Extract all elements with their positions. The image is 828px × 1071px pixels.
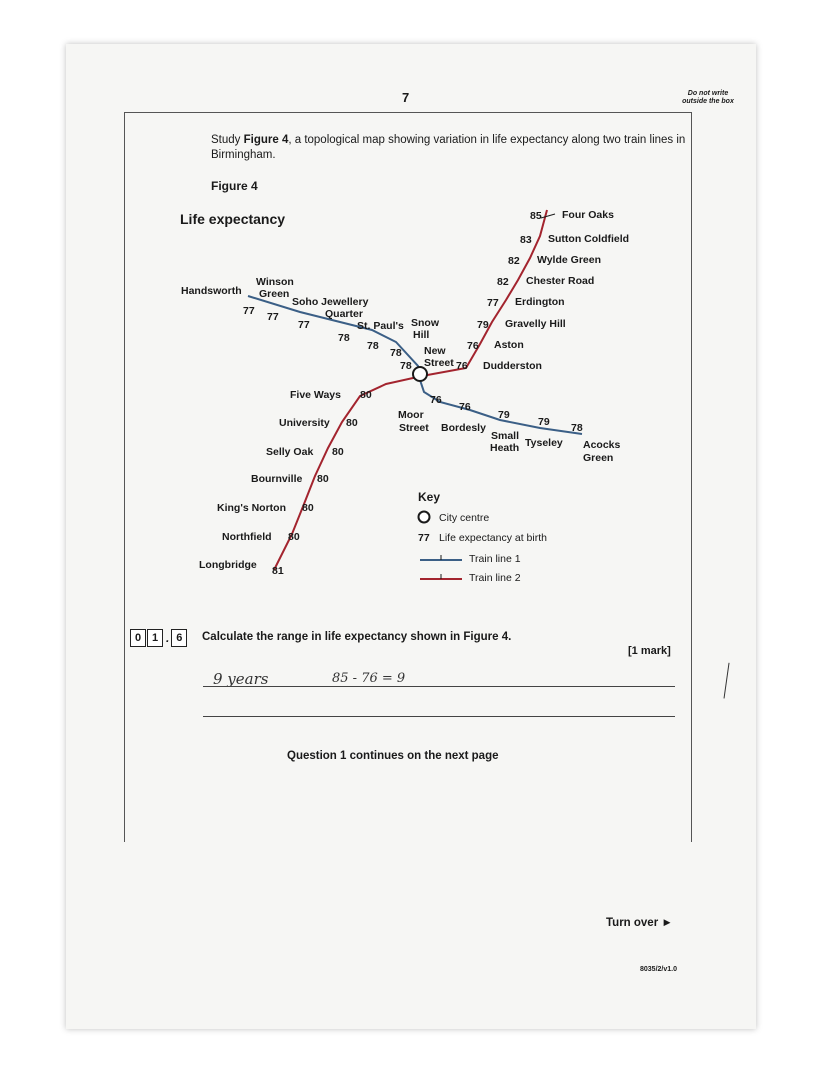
- question-suffix: .: [508, 631, 512, 643]
- value-gravelly-hill: 79: [477, 319, 489, 331]
- question-digit-1: 0: [130, 629, 146, 647]
- question-digit-3: 6: [171, 629, 187, 647]
- station-moor-street-2: Street: [399, 422, 429, 434]
- station-soho-2: Quarter: [325, 308, 363, 320]
- handwritten-working: 85 - 76 = 9: [332, 671, 406, 686]
- value-five-ways: 80: [360, 389, 372, 401]
- station-dudderston: Dudderston: [483, 360, 542, 372]
- station-gravelly-hill: Gravelly Hill: [505, 318, 566, 330]
- value-snow-hill: 78: [367, 340, 379, 352]
- station-chester-road: Chester Road: [526, 275, 595, 287]
- station-new-street-2: Street: [424, 357, 454, 369]
- tick-four-oaks: [541, 214, 555, 218]
- value-university: 80: [346, 417, 358, 429]
- station-winson-green-2: Green: [259, 288, 290, 300]
- station-small-heath-2: Heath: [490, 442, 520, 454]
- station-selly-oak: Selly Oak: [266, 446, 314, 458]
- key-city-centre: City centre: [439, 512, 490, 524]
- mark-allocation: [1 mark]: [628, 645, 671, 657]
- question-digit-2: 1: [147, 629, 163, 647]
- value-tyseley: 79: [538, 416, 550, 428]
- key-line-2: Train line 2: [469, 572, 521, 584]
- continues-note: Question 1 continues on the next page: [287, 750, 499, 762]
- value-aston: 76: [467, 340, 479, 352]
- station-small-heath-1: Small: [491, 430, 520, 442]
- station-five-ways: Five Ways: [290, 389, 341, 401]
- station-acocks-green-2: Green: [583, 452, 614, 464]
- station-st-pauls: St. Paul's: [357, 320, 404, 332]
- key-city-centre-symbol: [419, 512, 430, 523]
- map-title: Life expectancy: [180, 211, 286, 227]
- question-figure-ref: Figure 4: [463, 631, 509, 643]
- answer-line-2[interactable]: [203, 716, 675, 717]
- figure-label: Figure 4: [211, 179, 258, 193]
- value-longbridge: 81: [272, 565, 284, 577]
- station-northfield: Northfield: [222, 531, 272, 543]
- station-moor-street-1: Moor: [398, 409, 424, 421]
- page-number: 7: [402, 90, 410, 105]
- station-wylde-green: Wylde Green: [537, 254, 601, 266]
- value-st-pauls: 78: [338, 332, 350, 344]
- question-text: [202, 631, 511, 643]
- paper-code: 8035/2/v1.0: [640, 966, 677, 973]
- station-new-street-1: New: [424, 345, 446, 357]
- value-selly-oak: 80: [332, 446, 344, 458]
- value-soho: 77: [298, 319, 310, 331]
- station-soho-1: Soho Jewellery: [292, 296, 369, 308]
- value-moor-street: 76: [430, 394, 442, 406]
- intro-prefix: Study: [211, 134, 244, 146]
- value-small-heath: 79: [498, 409, 510, 421]
- key-life-expectancy: Life expectancy at birth: [439, 532, 547, 544]
- station-kings-norton: King's Norton: [217, 502, 286, 514]
- station-handsworth: Handsworth: [181, 285, 242, 297]
- value-bordesly: 76: [459, 401, 471, 413]
- value-bournville: 80: [317, 473, 329, 485]
- value-acocks-green: 78: [571, 422, 583, 434]
- station-longbridge: Longbridge: [199, 559, 257, 571]
- answer-line-1[interactable]: [203, 686, 675, 687]
- value-four-oaks: 85: [530, 210, 542, 222]
- question-dot: .: [166, 631, 170, 645]
- station-sutton-coldfield: Sutton Coldfield: [548, 233, 630, 245]
- turn-over: Turn over ►: [606, 917, 673, 929]
- key-line-1: Train line 1: [469, 553, 521, 565]
- key-title: Key: [418, 490, 441, 504]
- station-winson-green-1: Winson: [256, 276, 294, 288]
- value-erdington: 77: [487, 297, 499, 309]
- city-centre-marker: [413, 367, 427, 381]
- intro-rest: , a topological map showing variation in life expectancy along two train lines in Birmingham.: [211, 134, 686, 161]
- station-acocks-green-1: Acocks: [583, 439, 621, 451]
- station-four-oaks: Four Oaks: [562, 209, 614, 221]
- question-prefix: Calculate the range in life expectancy shown in: [202, 631, 464, 643]
- margin-note: Do not write outside the box: [682, 90, 734, 105]
- value-chester-road: 82: [497, 276, 509, 288]
- handwritten-answer: 9 years: [213, 670, 269, 688]
- station-university: University: [279, 417, 330, 429]
- value-new-street-a: 78: [390, 347, 402, 359]
- station-snow-hill-1: Snow: [411, 317, 439, 329]
- value-sutton-coldfield: 83: [520, 234, 532, 246]
- value-winson-green: 77: [267, 311, 279, 323]
- key-example-value: 77: [418, 532, 430, 544]
- station-bournville: Bournville: [251, 473, 303, 485]
- value-new-street: 78: [400, 360, 412, 372]
- station-aston: Aston: [494, 339, 524, 351]
- value-wylde-green: 82: [508, 255, 520, 267]
- value-kings-norton: 80: [302, 502, 314, 514]
- value-northfield: 80: [288, 531, 300, 543]
- station-bordesly: Bordesly: [441, 422, 486, 434]
- intro-figure-ref: Figure 4: [243, 134, 289, 146]
- station-erdington: Erdington: [515, 296, 565, 308]
- station-tyseley: Tyseley: [525, 437, 563, 449]
- map-key: [418, 490, 547, 584]
- value-dudderston: 76: [456, 360, 468, 372]
- station-snow-hill-2: Hill: [413, 329, 430, 341]
- value-handsworth: 77: [243, 305, 255, 317]
- question-number: [130, 629, 188, 647]
